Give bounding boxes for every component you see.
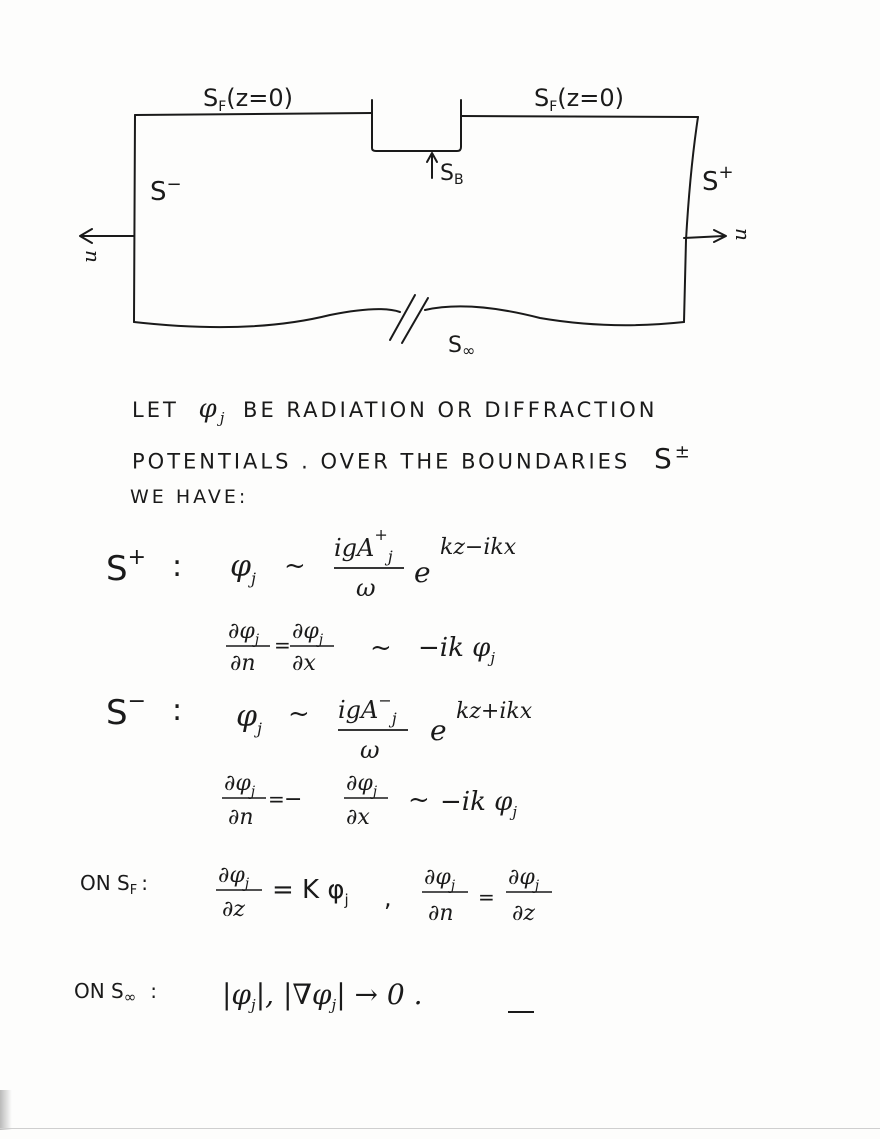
body-surface-line — [372, 100, 461, 151]
let-word: LET — [132, 398, 179, 422]
s-infinity-label: S∞ — [448, 333, 476, 360]
text-line-3: WE HAVE: — [130, 486, 249, 508]
on-sf-label: ON $S_F$ : — [80, 871, 148, 898]
phi-symbol: $\varphi_j$ — [198, 394, 228, 428]
equations — [0, 480, 880, 1140]
dphi-num-6: $\partial\varphi_j$ — [424, 865, 456, 894]
phi-j-1: $\varphi_j$ — [230, 549, 256, 588]
sb-pointer-arrow — [427, 153, 437, 178]
sim-1: ~ — [284, 551, 306, 581]
numerator-igA-minus: igA−$_j$ — [338, 691, 397, 728]
k-phi: = K $\varphi_j$ — [272, 875, 349, 909]
free-surface-left-line — [135, 113, 372, 115]
dphi-num-5: $\partial\varphi_j$ — [218, 863, 250, 892]
break-mark — [390, 295, 428, 343]
omega-2: ω — [360, 736, 380, 764]
sb-label: SB — [440, 161, 464, 188]
dz-2: ∂z — [512, 901, 535, 926]
s-minus-label: S− — [150, 174, 182, 207]
dx-1: ∂x — [292, 651, 316, 676]
exponent-plus: kz−ikx — [440, 535, 517, 560]
boundary-diagram — [0, 0, 880, 370]
dphi-num-2: $\partial\varphi_j$ — [292, 619, 324, 648]
normal-right-label: n — [731, 228, 755, 241]
dphi-num-7: $\partial\varphi_j$ — [508, 865, 540, 894]
s-minus-boundary-line — [134, 115, 135, 322]
dn-2: ∂n — [228, 805, 254, 830]
sf-left-label: $S_F(z=0)$ — [203, 84, 293, 115]
free-surface-right-line — [461, 116, 698, 117]
numerator-igA-plus: igA+$_j$ — [334, 525, 393, 566]
s-infinity-line — [134, 309, 400, 327]
on-sinf-label: ON $S_\infty$ : — [74, 979, 158, 1006]
e-2: e — [430, 714, 447, 747]
eq-3: = — [478, 885, 495, 909]
text-line-1 — [132, 394, 658, 427]
sim-3: ~ — [288, 699, 310, 729]
scan-edge-mark — [0, 1090, 12, 1130]
sim-4: ~ — [408, 785, 430, 815]
dz-1: ∂z — [222, 897, 245, 922]
sf-right-label: $S_F(z=0)$ — [534, 84, 624, 115]
text-line-1-rest: BE RADIATION OR DIFFRACTION — [243, 398, 658, 422]
phi-j-2: $\varphi_j$ — [236, 699, 262, 738]
comma-1: , — [384, 884, 392, 912]
normal-arrow-right — [684, 230, 726, 242]
sim-2: ~ — [370, 633, 392, 663]
minus-1: − — [284, 787, 303, 812]
dphi-num-1: $\partial\varphi_j$ — [228, 619, 260, 648]
neg-ik-phi-1: −ik $\varphi_j$ — [418, 633, 495, 667]
exponent-minus: kz+ikx — [456, 699, 533, 724]
s-plus-label: S+ — [702, 162, 734, 197]
s-infinity-line-right — [425, 306, 684, 325]
dn-1: ∂n — [230, 651, 256, 676]
eq-2: = — [268, 787, 285, 811]
s-plusminus: S± — [653, 442, 693, 476]
limit-expression: $|\varphi_j|$, $|\nabla\varphi_j| \to 0$ . — [222, 978, 423, 1014]
neg-ik-phi-2: −ik $\varphi_j$ — [440, 787, 517, 821]
normal-left-label: n — [81, 250, 105, 263]
text-line-2 — [132, 442, 693, 475]
text-line-2-body: POTENTIALS . OVER THE BOUNDARIES — [132, 449, 631, 474]
s-plus-eq-label: S+ — [106, 545, 147, 589]
dx-2: ∂x — [346, 805, 370, 830]
e-1: e — [414, 556, 431, 589]
omega-1: ω — [356, 574, 376, 602]
dphi-num-4: $\partial\varphi_j$ — [346, 771, 378, 800]
s-plus-boundary-line — [684, 117, 698, 322]
colon-2: : — [172, 693, 183, 728]
s-minus-eq-label: S− — [106, 689, 147, 733]
colon-1: : — [172, 549, 183, 584]
dphi-num-3: $\partial\varphi_j$ — [224, 771, 256, 800]
eq-1: = — [274, 633, 291, 657]
scan-bottom-line — [0, 1128, 880, 1129]
dn-3: ∂n — [428, 901, 454, 926]
normal-arrow-left — [80, 229, 134, 243]
